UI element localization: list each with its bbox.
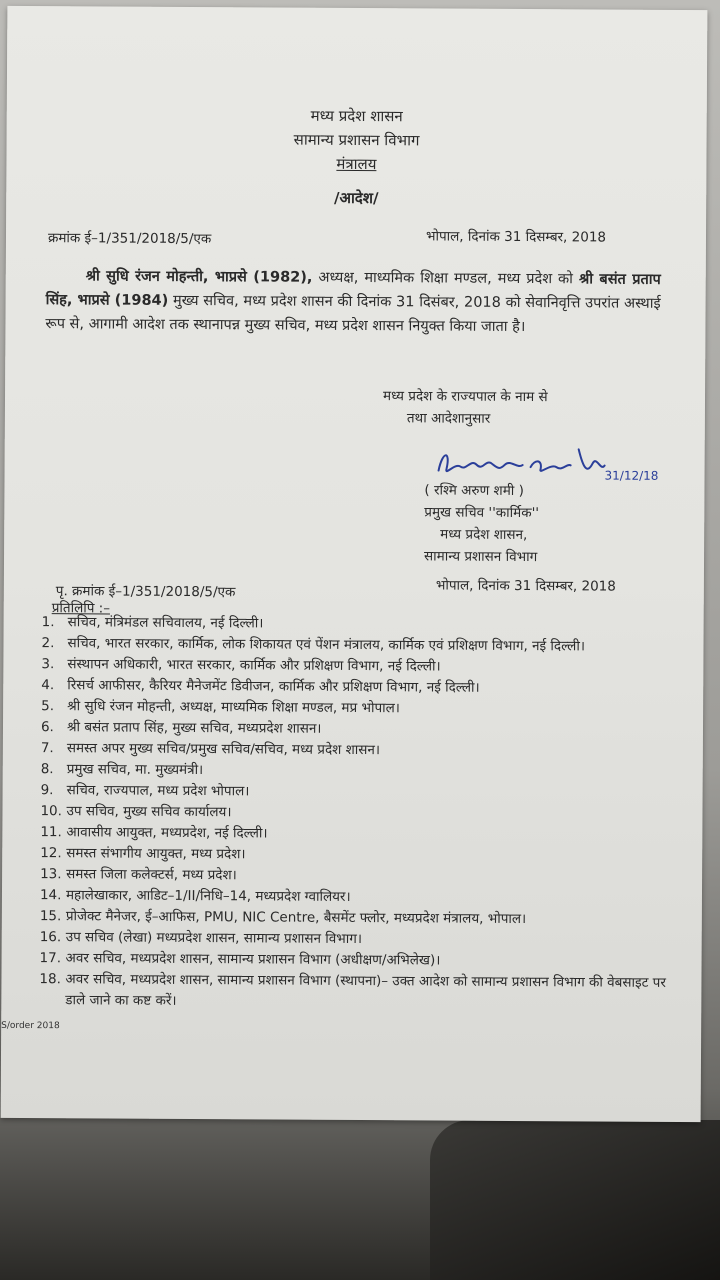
list-item-text: आवासीय आयुक्त, मध्यप्रदेश, नई दिल्ली।	[66, 824, 268, 842]
list-item-number: 10.	[40, 803, 63, 820]
svg-text:31/12/18: 31/12/18	[604, 468, 659, 483]
header-ministry: मंत्रालय	[336, 154, 377, 174]
list-item-text: रिसर्च आफीसर, कैरियर मैनेजमेंट डिवीजन, कार्मिक और प्रशिक्षण विभाग, नई दिल्ली।	[67, 677, 480, 696]
list-item-text: समस्त अपर मुख्य सचिव/प्रमुख सचिव/सचिव, मध्य प्रदेश शासन।	[66, 740, 381, 759]
signatory-designation: प्रमुख सचिव ''कार्मिक''	[424, 504, 540, 522]
list-item-text: प्रोजेक्ट मैनेजर, ई–आफिस, PMU, NIC Centre, बैसमेंट फ्लोर, मध्यप्रदेश मंत्रालय, भोपाल।	[65, 908, 527, 928]
list-item-number: 7.	[40, 740, 54, 757]
list-item-number: 11.	[40, 824, 62, 841]
list-item-text: महालेखाकार, आडिट–1/II/निधि–14, मध्यप्रदेश ग्वालियर।	[65, 887, 351, 905]
order-document	[1, 6, 708, 1122]
order-body	[45, 264, 660, 340]
list-item-number: 6.	[40, 719, 54, 736]
body-text-1: अध्यक्ष, माध्यमिक शिक्षा मण्डल, मध्य प्रदेश को	[312, 269, 580, 288]
list-item-text: सचिव, मंत्रिमंडल सचिवालय, नई दिल्ली।	[67, 614, 264, 632]
endorsement-number: पृ. क्रमांक ई–1/351/2018/5/एक	[55, 583, 236, 601]
list-item-text: अवर सचिव, मध्यप्रदेश शासन, सामान्य प्रशासन विभाग (अधीक्षण/अभिलेख)।	[65, 950, 441, 969]
list-item-number: 13.	[40, 866, 62, 883]
list-item-text: श्री बसंत प्रताप सिंह, मुख्य सचिव, मध्यप्रदेश शासन।	[66, 719, 322, 737]
endorsement-date: भोपाल, दिनांक 31 दिसम्बर, 2018	[435, 577, 616, 595]
list-item-number: 3.	[41, 656, 55, 673]
list-item-number: 4.	[41, 677, 55, 694]
list-item-number: 18.	[39, 971, 61, 988]
signatory-name: ( रश्मि अरुण शमी )	[424, 482, 524, 500]
authority-line-2: तथा आदेशानुसार	[406, 410, 491, 427]
order-number: क्रमांक ई–1/351/2018/5/एक	[47, 230, 212, 248]
list-item-number: 1.	[41, 614, 55, 631]
list-item-text: समस्त जिला कलेक्टर्स, मध्य प्रदेश।	[66, 866, 237, 884]
footer-reference: S/order 2018	[1, 1020, 60, 1032]
list-item-number: 17.	[39, 950, 62, 967]
officer-name-2: श्री बसंत प्रताप सिंह, भाप्रसे (1984)	[45, 271, 661, 309]
body-text-2: मुख्य सचिव, मध्य प्रदेश शासन की दिनांक 31 दिसंबर, 2018 को सेवानिवृत्ति उपरांत अस्थाई रूप से, आगामी आदेश तक स्थानापन्न मुख्य सचिव, मध्य प्रदेश शासन नियुक्त किया जाता है।	[45, 292, 661, 336]
list-item-text: समस्त संभागीय आयुक्त, मध्य प्रदेश।	[66, 845, 246, 863]
header-department: सामान्य प्रशासन विभाग	[293, 130, 420, 150]
authority-line-1: मध्य प्रदेश के राज्यपाल के नाम से	[382, 388, 548, 406]
copy-label: प्रतिलिपि :–	[51, 600, 111, 617]
list-item-number: 15.	[39, 908, 62, 925]
list-item-text: श्री सुधि रंजन मोहन्ती, अध्यक्ष, माध्यमिक शिक्षा मण्डल, मप्र भोपाल।	[67, 698, 400, 717]
list-item	[39, 969, 679, 1015]
list-item-text: अवर सचिव, मध्यप्रदेश शासन, सामान्य प्रशासन विभाग (स्थापना)– उक्त आदेश को सामान्य प्रशासन विभाग की वेबसाइट पर डाले जाने का कष्ट करें।	[65, 971, 666, 1009]
officer-name-1: श्री सुधि रंजन मोहन्ती, भाप्रसे (1982),	[85, 268, 313, 286]
copy-recipients-list	[39, 612, 681, 1015]
list-item-number: 14.	[39, 887, 62, 904]
list-item-number: 9.	[40, 782, 54, 799]
list-item-text: सचिव, भारत सरकार, कार्मिक, लोक शिकायत एवं पेंशन मंत्रालय, कार्मिक एवं प्रशिक्षण विभाग, नई दिल्ली।	[67, 635, 586, 655]
list-item-number: 8.	[40, 761, 54, 778]
list-item-number: 2.	[41, 635, 55, 652]
signatory-office-2: सामान्य प्रशासन विभाग	[423, 548, 538, 566]
order-date: भोपाल, दिनांक 31 दिसम्बर, 2018	[425, 228, 607, 246]
list-item-number: 12.	[40, 845, 62, 862]
list-item-number: 5.	[41, 698, 55, 715]
dark-cloth	[430, 1120, 720, 1280]
list-item-text: उप सचिव, मुख्य सचिव कार्यालय।	[66, 803, 232, 821]
list-item-text: सचिव, राज्यपाल, मध्य प्रदेश भोपाल।	[66, 782, 250, 800]
order-title: /आदेश/	[333, 188, 379, 208]
list-item-text: उप सचिव (लेखा) मध्यप्रदेश शासन, सामान्य प्रशासन विभाग।	[65, 929, 363, 948]
signatory-office-1: मध्य प्रदेश शासन,	[440, 526, 528, 544]
list-item-text: प्रमुख सचिव, मा. मुख्यमंत्री।	[66, 761, 204, 779]
list-item-text: संस्थापन अधिकारी, भारत सरकार, कार्मिक और प्रशिक्षण विभाग, नई दिल्ली।	[67, 656, 441, 675]
header-government: मध्य प्रदेश शासन	[310, 106, 403, 126]
list-item-number: 16.	[39, 929, 62, 946]
